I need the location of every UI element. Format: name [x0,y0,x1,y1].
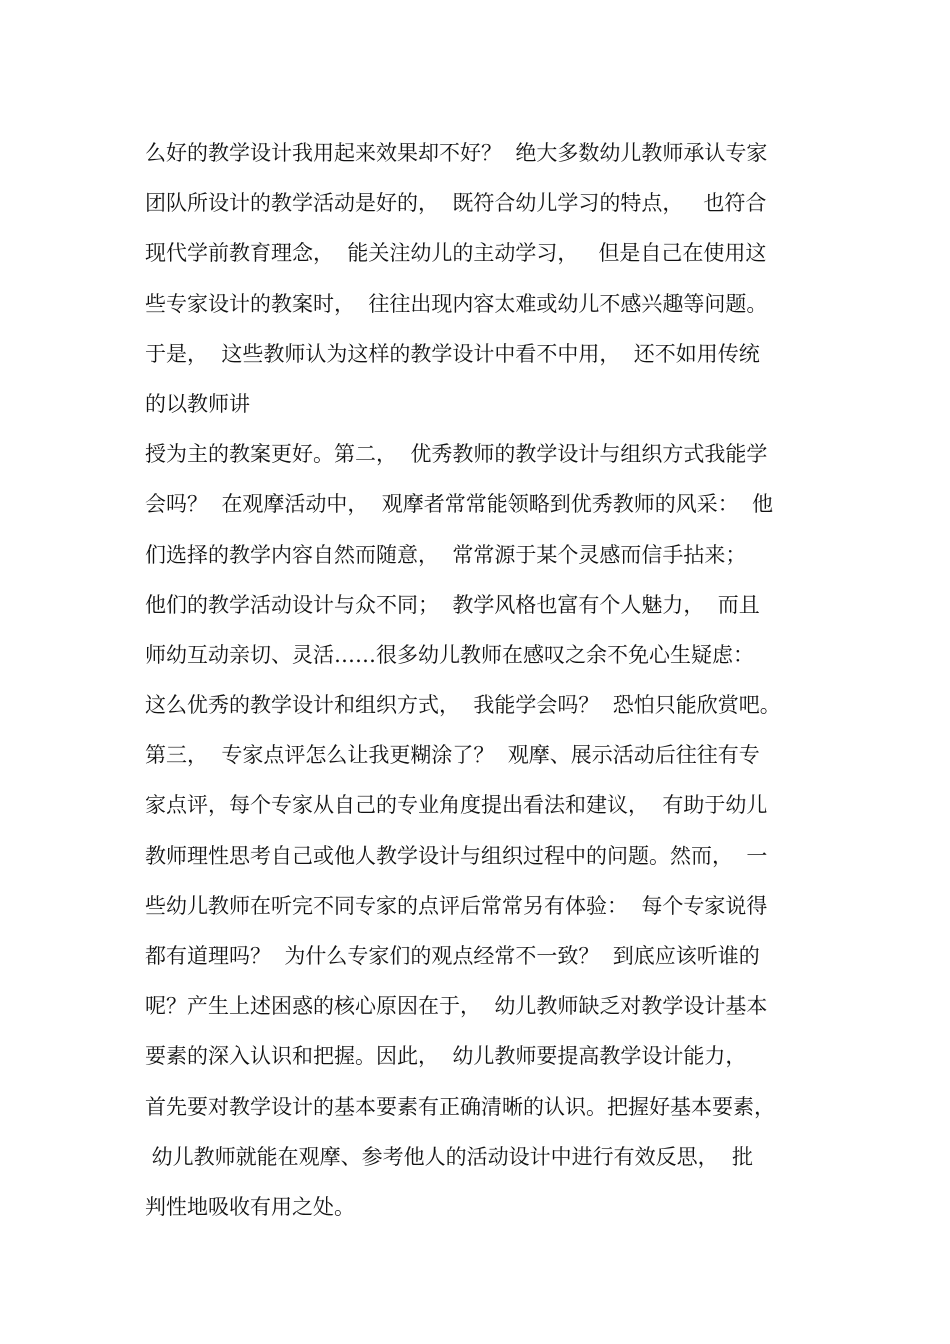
text-line: 现代学前教育理念， 能关注幼儿的主动学习， 但是自己在使用这 [145,241,767,266]
text-line: 教师理性思考自己或他人教学设计与组织过程中的问题。然而， 一 [145,843,768,868]
text-line: 幼儿教师就能在观摩、参考他人的活动设计中进行有效反思， 批 [145,1144,754,1169]
text-line: 第三， 专家点评怎么让我更糊涂了？ 观摩、展示活动后往往有专 [145,743,760,768]
text-line: 都有道理吗？ 为什么专家们的观点经常不一致？ 到底应该听谁的 [145,944,760,968]
text-line: 的以教师讲 [145,391,250,416]
text-line: 些幼儿教师在听完不同专家的点评后常常另有体验： 每个专家说得 [145,893,768,918]
text-line: 这么优秀的教学设计和组织方式， 我能学会吗？ 恐怕只能欣赏吧。 [145,693,781,718]
text-line: 会吗？ 在观摩活动中， 观摩者常常能领略到优秀教师的风采： 他 [145,492,774,517]
text-line: 于是， 这些教师认为这样的教学设计中看不中用， 还不如用传统 [145,341,760,366]
text-line: 团队所设计的教学活动是好的， 既符合幼儿学习的特点， 也符合 [145,191,767,216]
text-line: 们选择的教学内容自然而随意， 常常源于某个灵感而信手拈来； [145,542,747,567]
body-text [145,128,815,1232]
text-line: 首先要对教学设计的基本要素有正确清晰的认识。把握好基本要素， [145,1094,775,1119]
text-line: 些专家设计的教案时， 往往出现内容太难或幼儿不感兴趣等问题。 [145,291,768,316]
text-line: 授为主的教案更好。第二， 优秀教师的教学设计与组织方式我能学 [145,442,768,467]
text-line: 家点评，每个专家从自己的专业角度提出看法和建议， 有助于幼儿 [145,793,768,818]
text-line: 要素的深入认识和把握。因此， 幼儿教师要提高教学设计能力， [145,1044,747,1069]
text-line: 师幼互动亲切、灵活……很多幼儿教师在感叹之余不免心生疑虑： [145,642,754,667]
text-line: 判性地吸收有用之处。 [145,1194,355,1219]
text-line: 他们的教学活动设计与众不同； 教学风格也富有个人魅力， 而且 [145,592,760,617]
text-line: 么好的教学设计我用起来效果却不好？ 绝大多数幼儿教师承认专家 [145,141,768,165]
text-line: 呢？产生上述困惑的核心原因在于， 幼儿教师缺乏对教学设计基本 [145,994,768,1019]
